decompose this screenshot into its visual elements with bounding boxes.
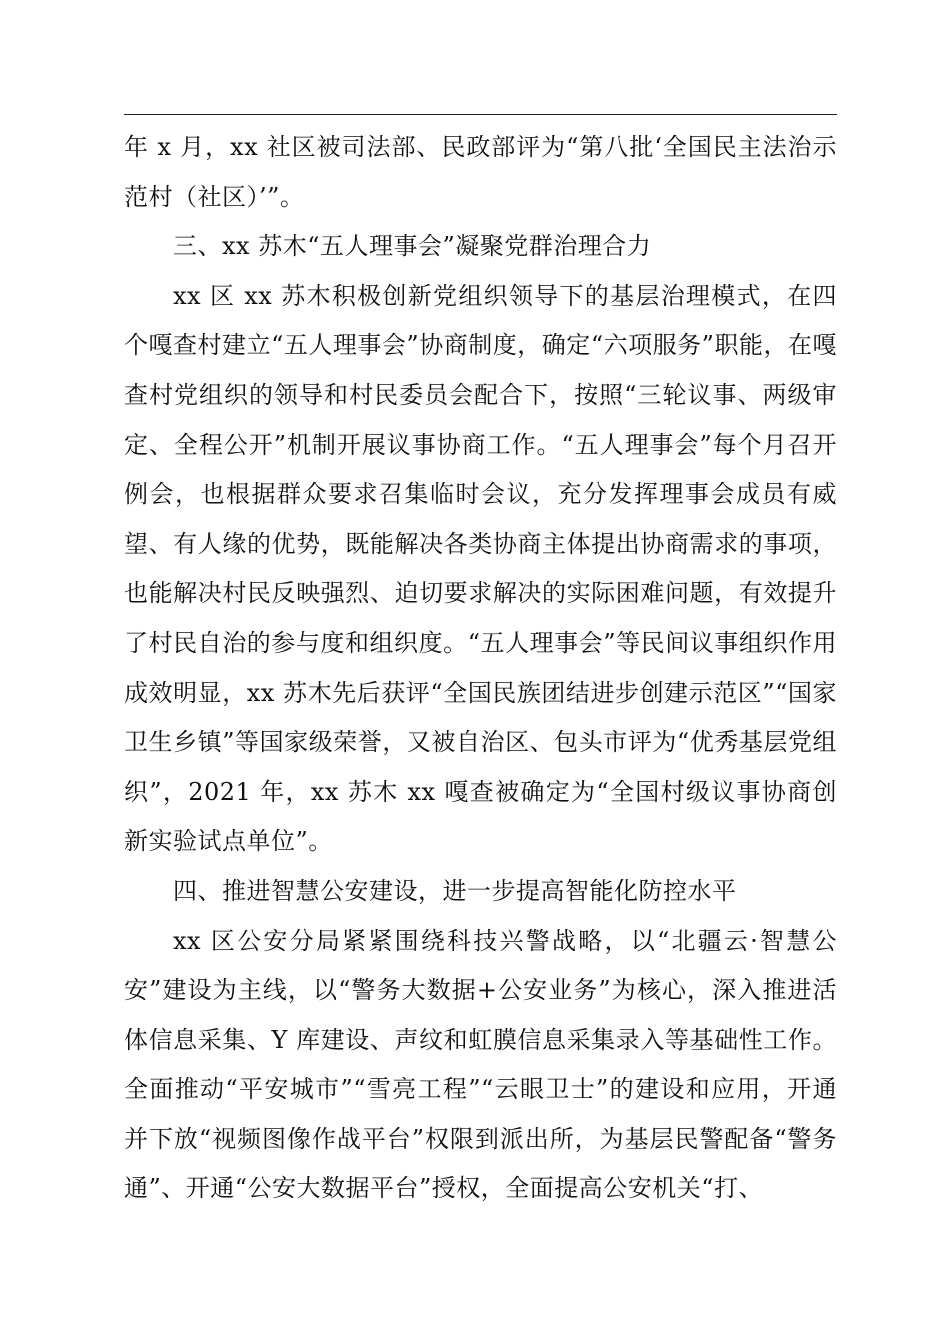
section-heading-three: 三、xx 苏木“五人理事会”凝聚党群治理合力 (173, 232, 652, 261)
header-rule (124, 114, 837, 115)
section-heading-four: 四、推进智慧公安建设，进一步提高智能化防控水平 (173, 876, 737, 905)
paragraph-smart-police: xx 区公安分局紧紧围绕科技兴警战略，以“北疆云·智慧公安”建设为主线，以“警务大数据+公安业务”为核心，深入推进活体信息采集、Y 库建设、声纹和虹膜信息采集录入等基础性工作。全面推动“平安城市”“雪亮工程”“云眼卫士”的建设和应用，开通并下放“视频图像作战平台”权限到派出所，为基层民警配备“警务通”、开通“公安大数据平台”授权，全面提高公安机关“打、 (124, 926, 837, 1203)
paragraph-award: 年 x 月，xx 社区被司法部、民政部评为“第八批‘全国民主法治示范村（社区）’”。 (124, 133, 837, 211)
document-body (124, 123, 837, 1214)
paragraph-five-person-council: xx 区 xx 苏木积极创新党组织领导下的基层治理模式，在四个嘎查村建立“五人理事会”协商制度，确定“六项服务”职能，在嘎查村党组织的领导和村民委员会配合下，按照“三轮议事、两级审定、全程公开”机制开展议事协商工作。“五人理事会”每个月召开例会，也根据群众要求召集临时会议，充分发挥理事会成员有威望、有人缘的优势，既能解决各类协商主体提出协商需求的事项，也能解决村民反映强烈、迫切要求解决的实际困难问题，有效提升了村民自治的参与度和组织度。“五人理事会”等民间议事组织作用成效明显，xx 苏木先后获评“全国民族团结进步创建示范区”“国家卫生乡镇”等国家级荣誉，又被自治区、包头市评为“优秀基层党组织”，2021 年，xx 苏木 xx 嘎查被确定为“全国村级议事协商创新实验试点单位”。 (124, 281, 837, 856)
